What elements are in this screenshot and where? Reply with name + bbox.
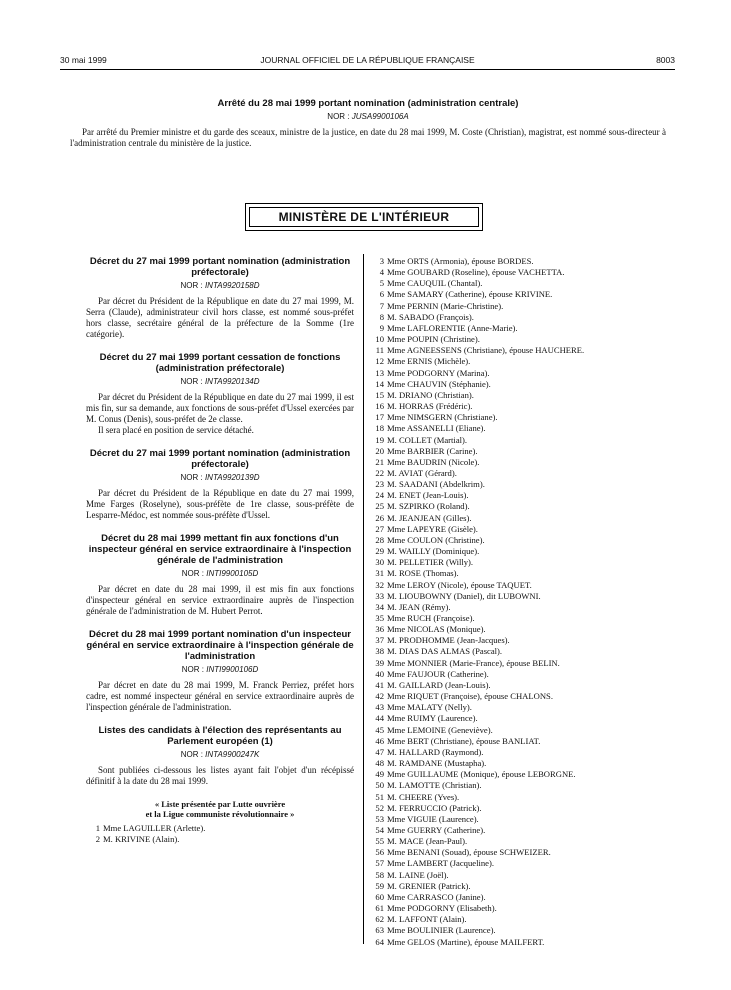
candidate-name: Mme POUPIN (Christine).: [387, 334, 480, 345]
decret-nor: [86, 281, 354, 290]
candidate-number: 8: [379, 311, 384, 322]
candidate-list-item: [370, 535, 670, 546]
nor-label: NOR :: [180, 281, 203, 290]
candidate-list-item: [370, 412, 670, 423]
candidate-number: 49: [375, 769, 384, 780]
candidate-number: 32: [375, 579, 384, 590]
candidate-number: 26: [375, 512, 384, 523]
candidate-name: Mme LEMOINE (Geneviève).: [387, 724, 493, 735]
arrete-nor: [70, 112, 666, 121]
nor-label: NOR :: [180, 377, 203, 386]
candidate-name: Mme GUILLAUME (Monique), épouse LEBORGNE.: [387, 769, 576, 780]
candidate-list-item: [370, 780, 670, 791]
candidate-list-item: [370, 825, 670, 836]
decret-title: Listes des candidats à l'élection des représentants au Parlement européen (1): [98, 725, 342, 747]
candidate-name: Mme RUIMY (Laurence).: [387, 713, 478, 724]
candidate-list-item: [370, 680, 670, 691]
candidate-list-item: [370, 390, 670, 401]
candidate-name: M. WAILLY (Dominique).: [387, 546, 480, 557]
candidate-list-item: [370, 769, 670, 780]
candidate-number: 56: [375, 847, 384, 858]
candidate-number: 54: [375, 824, 384, 835]
candidate-name: M. CHEERE (Yves).: [387, 791, 460, 802]
candidate-list-item: [370, 635, 670, 646]
candidate-number: 44: [375, 713, 384, 724]
candidate-list-item: [370, 423, 670, 434]
candidate-list-item: [370, 591, 670, 602]
candidate-name: M. LIOUBOWNY (Daniel), dit LUBOWNI.: [387, 590, 541, 601]
candidate-list-item: [86, 823, 354, 834]
candidate-name: Mme ASSANELLI (Eliane).: [387, 423, 486, 434]
candidate-name: Mme CARRASCO (Janine).: [387, 891, 486, 902]
candidate-name: Mme RUCH (Françoise).: [387, 613, 475, 623]
decret-section: [86, 629, 354, 713]
candidate-number: 33: [375, 590, 384, 601]
candidate-list-item: [370, 368, 670, 379]
ministry-heading: MINISTÈRE DE L'INTÉRIEUR: [249, 207, 479, 227]
candidate-list-item: [370, 345, 670, 356]
candidate-list-item: [370, 814, 670, 825]
candidate-list-item: [370, 669, 670, 680]
candidate-name: M. JEAN (Rémy).: [387, 601, 451, 612]
candidate-number: 2: [95, 834, 100, 845]
candidate-list-item: [370, 792, 670, 803]
candidate-number: 4: [379, 267, 384, 278]
candidate-number: 30: [375, 557, 384, 568]
candidate-number: 35: [375, 613, 384, 623]
candidate-number: 3: [379, 256, 384, 266]
candidate-number: 12: [375, 356, 384, 367]
arrete-body: Par arrêté du Premier ministre et du garde des sceaux, ministre de la justice, en date du 28 mai 1999, M. Coste (Christian), magistrat, est nommé sous-directeur à l'administration centrale du ministère de la justice.: [70, 127, 666, 148]
header-journal-title: JOURNAL OFFICIEL DE LA RÉPUBLIQUE FRANÇAISE: [260, 55, 475, 65]
candidate-name: Mme CHAUVIN (Stéphanie).: [387, 378, 491, 389]
ministry-heading-box: [245, 203, 483, 231]
nor-label: NOR :: [180, 473, 203, 482]
decret-title: Décret du 27 mai 1999 portant cessation de fonctions (administration préfectorale): [99, 352, 341, 374]
decret-nor: [86, 569, 354, 578]
decret-paragraph: Par décret en date du 28 mai 1999, M. Franck Perriez, préfet hors cadre, est nommé inspecteur général en service extraordinaire auprès de l'inspection générale de l'administration.: [86, 680, 354, 712]
candidate-name: Mme GUERRY (Catherine).: [387, 824, 486, 835]
candidate-list-item: [370, 457, 670, 468]
candidate-number: 41: [375, 679, 384, 690]
nor-label: NOR :: [180, 750, 203, 759]
candidate-name: M. LAMOTTE (Christian).: [387, 780, 482, 791]
decret-section: [86, 352, 354, 436]
candidate-name: Mme BENANI (Souad), épouse SCHWEIZER.: [387, 847, 551, 858]
candidate-list-item: [370, 546, 670, 557]
candidate-list-item: [370, 568, 670, 579]
candidate-name: Mme GOUBARD (Roseline), épouse VACHETTA.: [387, 267, 565, 278]
candidate-list-item: [370, 937, 670, 948]
candidate-name: Mme NIMSGERN (Christiane).: [387, 412, 498, 423]
candidate-list-item: [370, 267, 670, 278]
candidate-list-item: [370, 836, 670, 847]
candidate-list-item: [370, 847, 670, 858]
candidate-list-item: [370, 892, 670, 903]
candidate-name: Mme LEROY (Nicole), épouse TAQUET.: [387, 579, 532, 590]
candidate-number: 23: [375, 479, 384, 490]
candidate-number: 60: [375, 891, 384, 902]
candidate-name: Mme MONNIER (Marie-France), épouse BELIN.: [387, 657, 560, 668]
candidate-list-item: [370, 613, 670, 624]
nor-code: INTI9900105D: [206, 569, 259, 578]
nor-label: NOR :: [181, 569, 204, 578]
candidate-list-item: [370, 334, 670, 345]
candidate-name: Mme CAUQUIL (Chantal).: [387, 278, 483, 289]
candidate-name: Mme LAGUILLER (Arlette).: [103, 823, 206, 833]
candidate-name: Mme SAMARY (Catherine), épouse KRIVINE.: [387, 289, 553, 300]
left-column: [86, 256, 354, 845]
nor-code: INTA9900247K: [205, 750, 260, 759]
candidate-list-left: [86, 823, 354, 845]
candidate-number: 55: [375, 836, 384, 847]
candidate-name: Mme PODGORNY (Elisabeth).: [387, 903, 497, 914]
candidate-list-item: [370, 513, 670, 524]
candidate-list-item: [370, 501, 670, 512]
candidate-list-item: [370, 356, 670, 367]
candidate-list-item: [370, 401, 670, 412]
candidate-number: 9: [379, 322, 384, 333]
candidate-number: 13: [375, 367, 384, 378]
candidate-name: M. ROSE (Thomas).: [387, 568, 459, 579]
candidate-number: 28: [375, 534, 384, 545]
candidate-number: 62: [375, 914, 384, 925]
arrete-justice: [70, 98, 666, 149]
candidate-name: M. AVIAT (Gérard).: [387, 467, 457, 478]
candidate-list-item: [370, 468, 670, 479]
nor-code: INTA9920158D: [204, 281, 260, 290]
candidate-list-item: [370, 557, 670, 568]
candidate-number: 29: [375, 546, 384, 557]
candidate-list-item: [370, 278, 670, 289]
list-title-line: et la Ligue communiste révolutionnaire »: [145, 809, 295, 819]
decret-paragraph: Par décret du Président de la République en date du 27 mai 1999, M. Serra (Claude), administrateur civil hors classe, est nommé sous-préfet hors classe, secrétaire général de la préfecture de la Somme (1re catégorie).: [86, 296, 354, 339]
candidate-number: 31: [375, 568, 384, 579]
decret-paragraph: Par décret en date du 28 mai 1999, il est mis fin aux fonctions d'inspecteur général en service extraordinaire auprès de l'inspection générale de l'administration de M. Hubert Perrot.: [86, 584, 354, 616]
candidate-list-item: [370, 479, 670, 490]
candidate-number: 7: [379, 300, 384, 311]
candidate-number: 34: [375, 601, 384, 612]
candidate-name: Mme PODGORNY (Marina).: [387, 367, 490, 378]
candidate-name: Mme LAFLORENTIE (Anne-Marie).: [387, 322, 518, 333]
candidate-number: 25: [375, 501, 384, 512]
candidate-number: 46: [375, 735, 384, 746]
candidate-name: M. RAMDANE (Mustapha).: [387, 758, 487, 769]
candidate-number: 43: [375, 702, 384, 713]
candidate-name: M. GAILLARD (Jean-Louis).: [387, 679, 491, 690]
candidate-number: 45: [375, 724, 384, 735]
decret-paragraph: Sont publiées ci-dessous les listes ayant fait l'objet d'un récépissé définitif à la date du 28 mai 1999.: [86, 765, 354, 786]
candidate-number: 37: [375, 635, 384, 646]
decret-title: Décret du 27 mai 1999 portant nomination (administration préfectorale): [89, 256, 351, 278]
candidate-name: M. ENET (Jean-Louis).: [387, 490, 469, 501]
candidate-list-item: [370, 747, 670, 758]
candidate-list-item: [370, 580, 670, 591]
candidate-name: Mme ERNIS (Michèle).: [387, 356, 471, 367]
candidate-list-item: [370, 925, 670, 936]
nor-code: INTA9920139D: [204, 473, 260, 482]
candidate-name: M. FERRUCCIO (Patrick).: [387, 802, 482, 813]
candidate-list-item: [370, 602, 670, 613]
header-page-number: 8003: [656, 55, 675, 65]
candidate-list-item: [86, 834, 354, 845]
candidate-list-item: [370, 524, 670, 535]
candidate-number: 24: [375, 490, 384, 501]
candidate-number: 48: [375, 758, 384, 769]
candidate-list-item: [370, 490, 670, 501]
decret-section: [86, 448, 354, 521]
candidate-list-item: [370, 903, 670, 914]
candidate-list-item: [370, 446, 670, 457]
decret-nor: [86, 377, 354, 386]
candidate-name: M. SABADO (François).: [387, 311, 474, 322]
candidate-number: 42: [375, 691, 384, 702]
candidate-name: M. JEANJEAN (Gilles).: [387, 512, 472, 523]
candidate-list-item: [370, 803, 670, 814]
candidate-name: M. SAADANI (Abdelkrim).: [387, 479, 485, 490]
candidate-number: 19: [375, 434, 384, 445]
candidate-name: Mme RIQUET (Françoise), épouse CHALONS.: [387, 691, 553, 702]
candidate-number: 63: [375, 925, 384, 936]
candidate-number: 10: [375, 334, 384, 345]
candidate-number: 22: [375, 467, 384, 478]
decret-paragraph: Par décret du Président de la République en date du 27 mai 1999, Mme Farges (Roselyne), sous-préfète de 1re classe, sous-préfète de Lesparre-Médoc, est nommée sous-préfète d'Ussel.: [86, 488, 354, 520]
candidate-name: M. DRIANO (Christian).: [387, 389, 474, 400]
decret-section: [86, 725, 354, 787]
candidate-name: Mme VIGUIE (Laurence).: [387, 813, 479, 824]
nor-code: INTA9920134D: [204, 377, 260, 386]
candidate-number: 40: [375, 668, 384, 679]
candidate-list-item: [370, 624, 670, 635]
candidate-list-item: [370, 658, 670, 669]
candidate-list-item: [370, 736, 670, 747]
candidate-number: 15: [375, 389, 384, 400]
candidate-number: 21: [375, 456, 384, 467]
candidate-name: Mme GELOS (Martine), épouse MAILFERT.: [387, 936, 545, 947]
candidate-list-item: [370, 379, 670, 390]
candidate-list-item: [370, 858, 670, 869]
candidate-number: 52: [375, 802, 384, 813]
candidate-list-item: [370, 691, 670, 702]
candidate-list-item: [370, 289, 670, 300]
candidate-name: Mme BOULINIER (Laurence).: [387, 925, 496, 936]
decret-nor: [86, 750, 354, 759]
candidate-name: M. LAINE (Joël).: [387, 869, 449, 880]
candidate-list-item: [370, 713, 670, 724]
decret-paragraph: Il sera placé en position de service détaché.: [98, 425, 254, 435]
candidate-number: 6: [379, 289, 384, 300]
candidate-list-item: [370, 870, 670, 881]
candidate-name: M. HALLARD (Raymond).: [387, 746, 484, 757]
candidate-number: 17: [375, 412, 384, 423]
candidate-number: 20: [375, 445, 384, 456]
candidate-list-right: [370, 256, 670, 948]
candidate-number: 58: [375, 869, 384, 880]
candidate-number: 61: [375, 903, 384, 914]
list-title-line: « Liste présentée par Lutte ouvrière: [154, 799, 286, 809]
candidate-list-item: [370, 646, 670, 657]
candidate-number: 38: [375, 646, 384, 657]
header-date: 30 mai 1999: [60, 55, 107, 65]
candidate-number: 27: [375, 523, 384, 534]
candidate-number: 64: [375, 936, 384, 947]
candidate-number: 5: [379, 278, 384, 289]
candidate-name: Mme AGNEESSENS (Christiane), épouse HAUCHERE.: [387, 345, 585, 356]
candidate-name: Mme LAMBERT (Jacqueline).: [387, 858, 494, 869]
candidate-name: Mme PERNIN (Marie-Christine).: [387, 300, 504, 311]
candidate-name: Mme LAPEYRE (Gisèle).: [387, 523, 478, 534]
candidate-name: Mme FAUJOUR (Catherine).: [387, 668, 489, 679]
right-column: [370, 256, 670, 948]
decret-section: [86, 256, 354, 340]
candidate-list-item: [370, 725, 670, 736]
candidate-name: M. GRENIER (Patrick).: [387, 880, 471, 891]
decret-nor: [86, 665, 354, 674]
candidate-number: 11: [375, 345, 384, 356]
candidate-number: 14: [375, 378, 384, 389]
arrete-title: Arrêté du 28 mai 1999 portant nomination (administration centrale): [217, 98, 519, 109]
candidate-name: M. PELLETIER (Willy).: [387, 557, 474, 568]
candidate-number: 47: [375, 746, 384, 757]
candidate-list-item: [370, 301, 670, 312]
candidate-number: 39: [375, 657, 384, 668]
nor-label: NOR :: [181, 665, 204, 674]
candidate-name: M. LAFFONT (Alain).: [387, 914, 467, 925]
candidate-number: 18: [375, 423, 384, 434]
decret-title: Décret du 28 mai 1999 portant nomination d'un inspecteur général en service extraordinaire à l'inspection générale de l'administration: [86, 629, 354, 662]
candidate-name: M. SZPIRKO (Roland).: [387, 501, 470, 512]
candidate-list-item: [370, 702, 670, 713]
candidate-number: 51: [375, 791, 384, 802]
candidate-name: M. PRODHOMME (Jean-Jacques).: [387, 635, 510, 646]
candidate-number: 53: [375, 813, 384, 824]
candidate-list-item: [370, 758, 670, 769]
candidate-number: 36: [375, 624, 384, 635]
candidate-name: Mme BAUDRIN (Nicole).: [387, 456, 480, 467]
candidate-number: 57: [375, 858, 384, 869]
candidate-list-item: [370, 881, 670, 892]
decret-title: Décret du 27 mai 1999 portant nomination (administration préfectorale): [89, 448, 351, 470]
candidate-list-item: [370, 312, 670, 323]
nor-code: INTI9900106D: [206, 665, 259, 674]
candidate-list-item: [370, 256, 670, 267]
candidate-number: 1: [95, 823, 100, 833]
candidate-name: Mme BERT (Christiane), épouse BANLIAT.: [387, 735, 541, 746]
candidate-name: Mme BARBIER (Carine).: [387, 445, 478, 456]
candidate-name: M. HORRAS (Frédéric).: [387, 401, 473, 412]
page-header: [60, 55, 675, 70]
candidate-list-item: [370, 914, 670, 925]
decret-section: [86, 533, 354, 617]
candidate-name: M. KRIVINE (Alain).: [103, 834, 180, 845]
candidate-name: Mme MALATY (Nelly).: [387, 702, 472, 713]
column-divider: [363, 254, 364, 944]
candidate-list-item: [370, 435, 670, 446]
candidate-number: 16: [375, 401, 384, 412]
candidate-name: Mme ORTS (Armonia), épouse BORDES.: [387, 256, 534, 266]
candidate-name: Mme NICOLAS (Monique).: [387, 624, 486, 635]
candidate-name: M. DIAS DAS ALMAS (Pascal).: [387, 646, 503, 657]
decret-nor: [86, 473, 354, 482]
candidate-number: 59: [375, 880, 384, 891]
candidate-name: M. COLLET (Martial).: [387, 434, 468, 445]
nor-code: JUSA9900106A: [351, 112, 409, 121]
candidate-name: Mme COULON (Christine).: [387, 534, 485, 545]
nor-label: NOR :: [327, 112, 350, 121]
candidate-name: M. MACE (Jean-Paul).: [387, 836, 468, 847]
decret-title: Décret du 28 mai 1999 mettant fin aux fonctions d'un inspecteur général en service extraordinaire à l'inspection générale de l'administration: [88, 533, 352, 566]
decret-paragraph: Par décret du Président de la République en date du 27 mai 1999, il est mis fin, sur sa demande, aux fonctions de sous-préfet d'Ussel exercées par M. Conus (Denis), sous-préfet de 2e classe.: [86, 392, 354, 424]
candidate-number: 50: [375, 780, 384, 791]
candidate-list-item: [370, 323, 670, 334]
